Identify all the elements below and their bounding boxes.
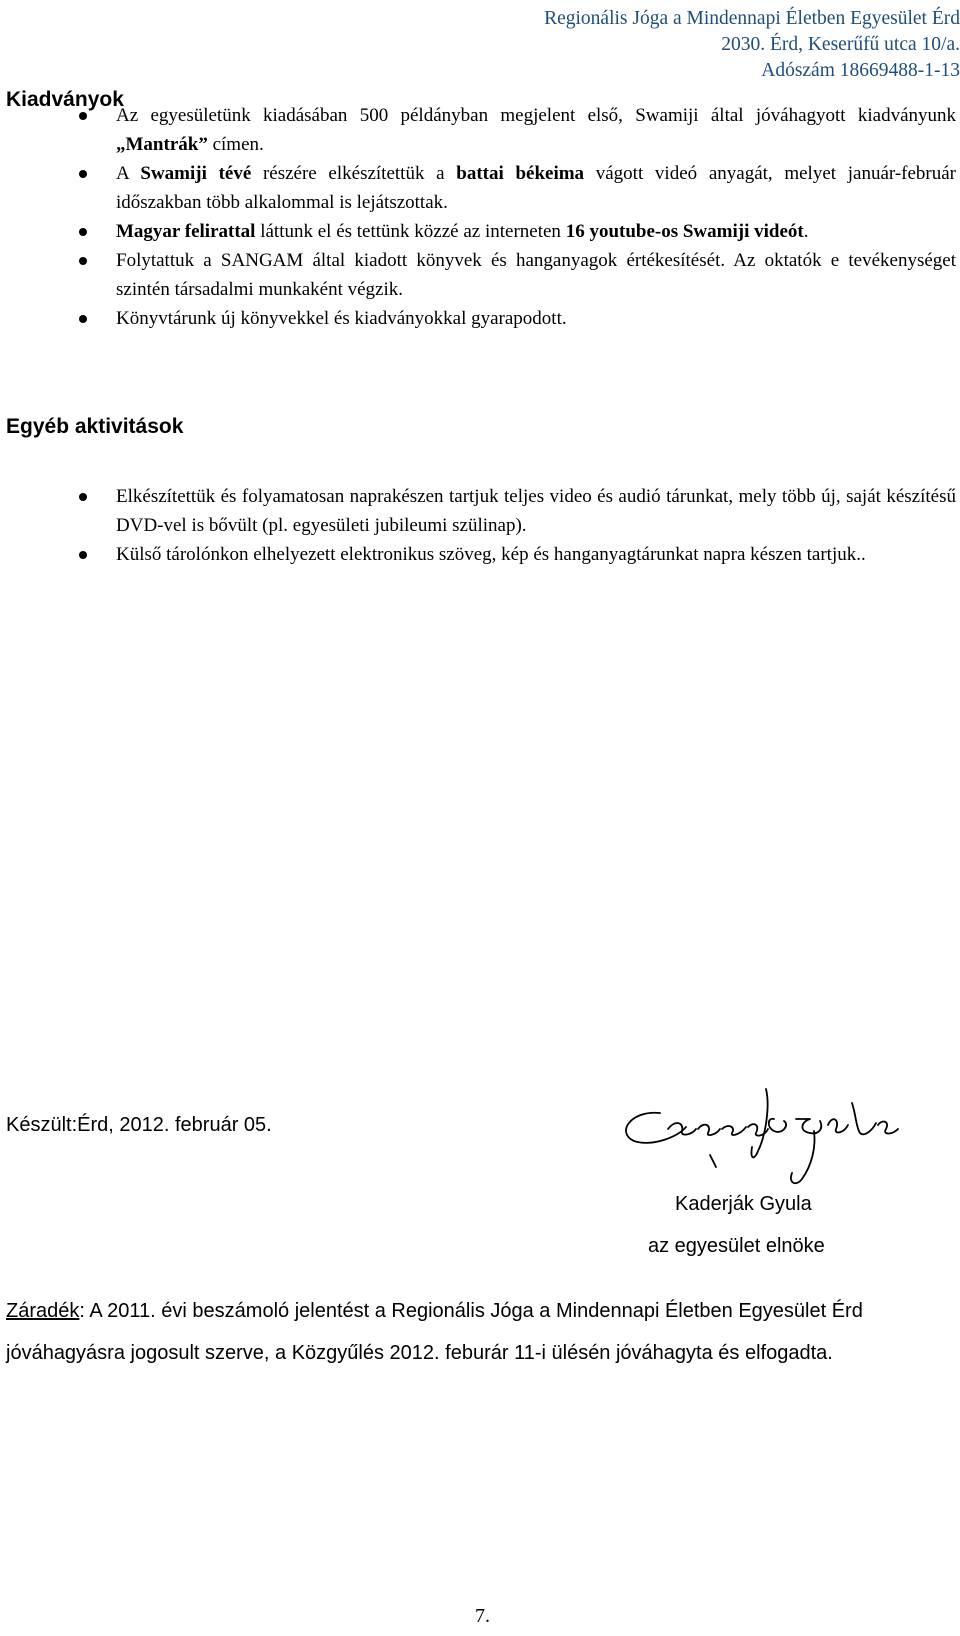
clause-paragraph xyxy=(6,1290,946,1374)
org-tax-number: Adószám 18669488-1-13 xyxy=(761,60,960,81)
section-heading-publications: Kiadványok xyxy=(6,88,124,111)
list-item: Az egyesületünk kiadásában 500 példányban megjelent első, Swamiji által jóváhagyott kiadványunk „Mantrák” címen. xyxy=(0,101,960,159)
bullet-icon xyxy=(79,228,87,236)
bullet-icon xyxy=(79,551,87,559)
made-place-date xyxy=(6,1114,272,1137)
list-item: Magyar felirattal láttunk el és tettünk közzé az interneten 16 youtube-os Swamiji videót. xyxy=(0,217,960,246)
handwritten-signature xyxy=(620,1085,900,1200)
list-item: Könyvtárunk új könyvekkel és kiadványokkal gyarapodott. xyxy=(0,304,960,333)
bullet-icon xyxy=(79,170,87,178)
signer-title: az egyesület elnöke xyxy=(648,1235,825,1257)
page-number: 7. xyxy=(475,1605,490,1627)
clause-text: : A 2011. évi beszámoló jelentést a Regionális Jóga a Mindennapi Életben Egyesület Érd jóváhagyásra jogosult szerve, a Közgyűlés 2012. feburár 11-i ülésén jóváhagyta és elfogadta. xyxy=(6,1300,863,1364)
list-item: A Swamiji tévé részére elkészítettük a battai békeima vágott videó anyagát, melyet január-február időszakban több alkalommal is lejátszottak. xyxy=(0,159,960,217)
bullet-icon xyxy=(79,493,87,501)
section-heading-other-activities: Egyéb aktivitások xyxy=(6,415,184,438)
made-value: Érd, 2012. február 05. xyxy=(77,1114,272,1136)
list-item: Elkészítettük és folyamatosan naprakészen tartjuk teljes video és audió tárunkat, mely több új, saját készítésű DVD-vel is bővült (pl. egyesületi jubileumi szülinap). xyxy=(0,482,960,540)
clause-label: Záradék xyxy=(6,1300,80,1322)
publications-list xyxy=(0,101,960,333)
other-activities-list xyxy=(0,482,960,569)
list-item: Folytattuk a SANGAM által kiadott könyvek és hanganyagok értékesítését. Az oktatók e tevékenységet szintén társadalmi munkaként végzik. xyxy=(0,246,960,304)
list-item: Külső tárolónkon elhelyezett elektronikus szöveg, kép és hanganyagtárunkat napra készen tartjuk.. xyxy=(0,540,960,569)
made-label: Készült: xyxy=(6,1114,78,1136)
bullet-icon xyxy=(79,257,87,265)
bullet-icon xyxy=(79,112,87,120)
bullet-icon xyxy=(79,315,87,323)
org-name: Regionális Jóga a Mindennapi Életben Egyesület Érd xyxy=(544,8,960,29)
organization-header xyxy=(400,6,960,84)
org-address: 2030. Érd, Keserűfű utca 10/a. xyxy=(721,34,960,55)
signer-name: Kaderják Gyula xyxy=(675,1193,812,1215)
